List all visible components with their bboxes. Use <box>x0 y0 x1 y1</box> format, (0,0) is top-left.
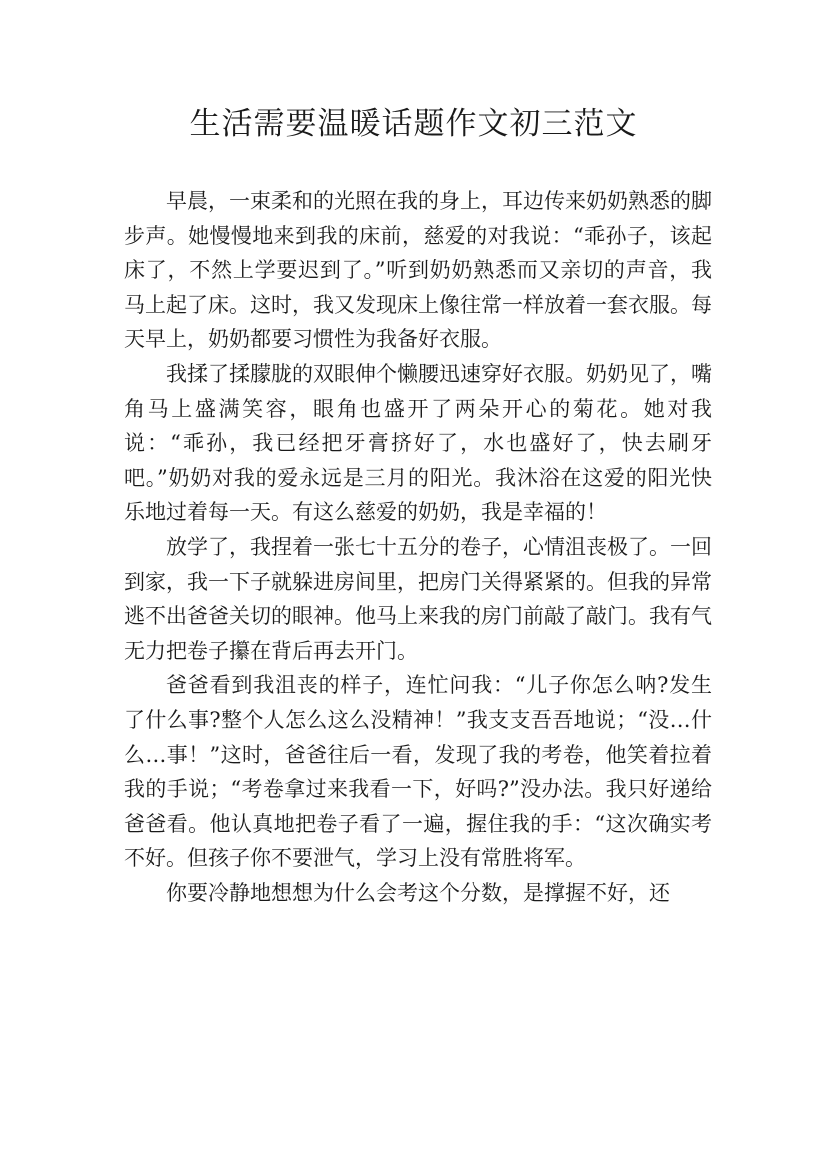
paragraph-2: 我揉了揉朦胧的双眼伸个懒腰迅速穿好衣服。奶奶见了，嘴角马上盛满笑容，眼角也盛开了两朵开心的菊花。她对我说：“乖孙，我已经把牙膏挤好了，水也盛好了，快去刷牙吧。”奶奶对我的爱永远是三月的阳光。我沐浴在这爱的阳光快乐地过着每一天。有这么慈爱的奶奶，我是幸福的！ <box>124 361 712 525</box>
paragraph-5: 你要冷静地想想为什么会考这个分数，是撑握不好，还 <box>166 880 670 905</box>
paragraph-3: 放学了，我捏着一张七十五分的卷子，心情沮丧极了。一回到家，我一下子就躲进房间里，把房门关得紧紧的。但我的异常逃不出爸爸关切的眼神。他马上来我的房门前敲了敲门。我有气无力把卷子攥在背后再去开门。 <box>124 534 712 663</box>
paragraph-4: 爸爸看到我沮丧的样子，连忙问我：“儿子你怎么呐?发生了什么事?整个人怎么这么没精神！”我支支吾吾地说；“没…什么…事！”这时，爸爸往后一看，发现了我的考卷，他笑着拉着我的手说；“考卷拿过来我看一下，好吗?”没办法。我只好递给爸爸看。他认真地把卷子看了一遍，握住我的手：“这次确实考不好。但孩子你不要泄气，学习上没有常胜将军。 <box>124 673 712 871</box>
document-title: 生活需要温暖话题作文初三范文 <box>189 106 638 142</box>
paragraph-1: 早晨，一束柔和的光照在我的身上，耳边传来奶奶熟悉的脚步声。她慢慢地来到我的床前，慈爱的对我说：“乖孙子，该起床了，不然上学要迟到了。”听到奶奶熟悉而又亲切的声音，我马上起了床。这时，我又发现床上像往常一样放着一套衣服。每天早上，奶奶都要习惯性为我备好衣服。 <box>124 189 712 352</box>
document-body <box>124 184 712 910</box>
